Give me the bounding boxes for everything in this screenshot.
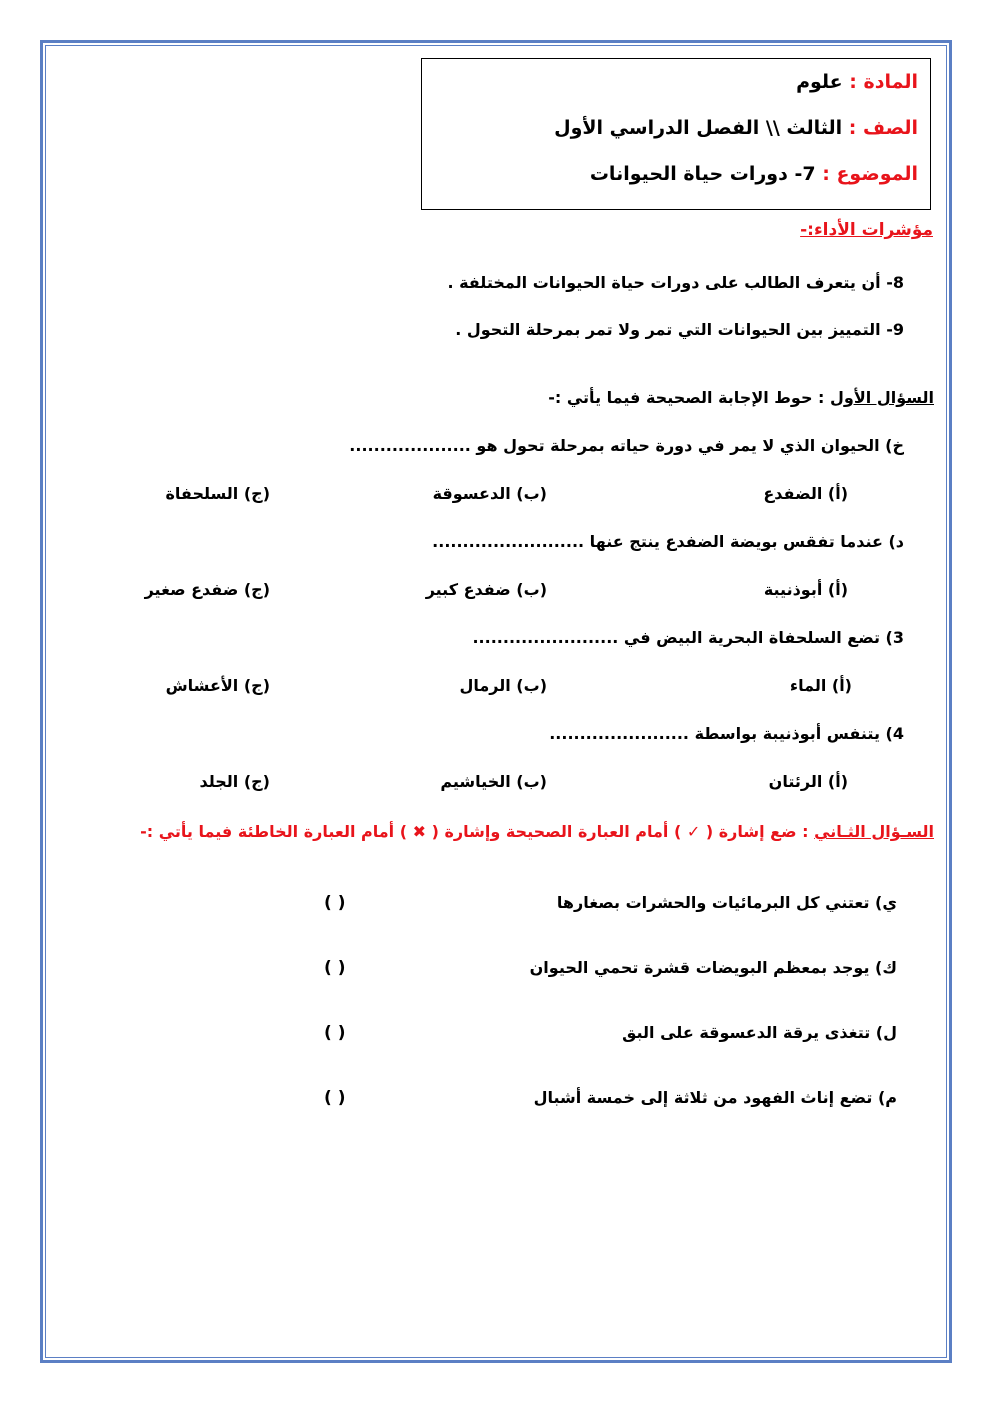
subject-label: المادة : xyxy=(849,71,918,93)
q2-instruction: : ضع إشارة ( ✓ ) أمام العبارة الصحيحة وإشارة ( ✖ ) أمام العبارة الخاطئة فيما يأتي :- xyxy=(140,822,809,841)
q1-option-a[interactable]: (أ) الضفدع xyxy=(763,484,848,503)
q1-option-a[interactable]: (أ) الرئتان xyxy=(768,772,848,791)
q2-heading xyxy=(140,822,934,841)
grade-value: الثالث \\ الفصل الدراسي الأول xyxy=(554,117,843,139)
q2-statement: ي) تعتني كل البرمائيات والحشرات بصغارها xyxy=(556,893,897,912)
q1-option-b[interactable]: (ب) الدعسوقة xyxy=(432,484,547,503)
q2-statement: م) تضع إناث الفهود من ثلاثة إلى خمسة أشبال xyxy=(533,1088,897,1107)
grade-line xyxy=(554,117,918,139)
page-border-inner xyxy=(45,45,947,1358)
q1-option-a[interactable]: (أ) الماء xyxy=(789,676,852,695)
q2-statement: ك) يوجد بمعظم البويضات قشرة تحمي الحيوان xyxy=(529,958,897,977)
answer-bracket[interactable]: ( ) xyxy=(324,893,346,913)
q2-title: السـؤال الثـاني xyxy=(814,822,934,841)
answer-bracket[interactable]: ( ) xyxy=(324,1023,346,1043)
subject-line xyxy=(796,71,918,93)
subject-value: علوم xyxy=(796,71,843,93)
q2-statement: ل) تتغذى يرقة الدعسوقة على البق xyxy=(622,1023,897,1042)
indicator-item: 9- التمييز بين الحيوانات التي تمر ولا تمر بمرحلة التحول . xyxy=(455,320,904,339)
topic-value: 7- دورات حياة الحيوانات xyxy=(589,163,816,185)
topic-label: الموضوع : xyxy=(822,163,918,185)
q1-option-c[interactable]: (ج) السلحفاة xyxy=(165,484,270,503)
q1-stem: 3) تضع السلحفاة البحرية البيض في ........................ xyxy=(472,628,904,647)
q1-option-c[interactable]: (ج) الجلد xyxy=(199,772,270,791)
q1-option-a[interactable]: (أ) أبوذنيبة xyxy=(763,580,848,599)
q1-stem: خ) الحيوان الذي لا يمر في دورة حياته بمرحلة تحول هو .................... xyxy=(349,436,904,455)
header-info-box xyxy=(421,58,931,210)
q1-option-b[interactable]: (ب) الرمال xyxy=(459,676,547,695)
indicator-item: 8- أن يتعرف الطالب على دورات حياة الحيوانات المختلفة . xyxy=(447,273,904,292)
answer-bracket[interactable]: ( ) xyxy=(324,958,346,978)
grade-label: الصف : xyxy=(848,117,918,139)
q1-option-b[interactable]: (ب) الخياشيم xyxy=(440,772,547,791)
q1-option-c[interactable]: (ج) ضفدع صغير xyxy=(144,580,270,599)
q1-option-c[interactable]: (ج) الأعشاش xyxy=(165,676,270,695)
q1-option-b[interactable]: (ب) ضفدع كبير xyxy=(425,580,547,599)
indicators-title: مؤشرات الأداء:- xyxy=(800,220,933,240)
q1-instruction: : حوط الإجابة الصحيحة فيما يأتي :- xyxy=(548,388,825,407)
topic-line xyxy=(590,163,918,185)
q1-stem: 4) يتنفس أبوذنيبة بواسطة ....................... xyxy=(549,724,904,743)
q1-heading xyxy=(548,388,934,407)
q1-title: السؤال الأول xyxy=(830,388,934,407)
answer-bracket[interactable]: ( ) xyxy=(324,1088,346,1108)
q1-stem: د) عندما تفقس بويضة الضفدع ينتج عنها ......................... xyxy=(432,532,904,551)
